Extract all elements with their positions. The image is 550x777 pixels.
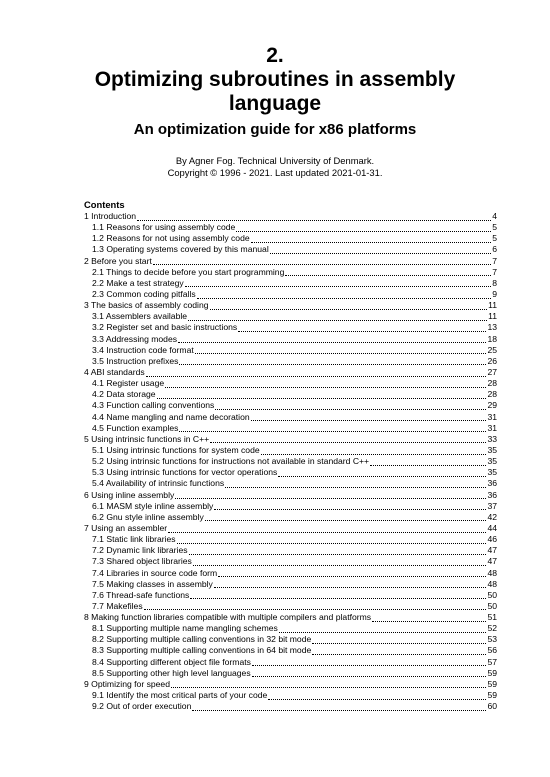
toc-leader-dots — [146, 369, 487, 377]
toc-leader-dots — [177, 536, 487, 544]
toc-entry[interactable] — [84, 534, 497, 545]
toc-entry-page: 28 — [487, 389, 497, 400]
toc-entry[interactable] — [84, 512, 497, 523]
toc-leader-dots — [278, 469, 486, 477]
toc-leader-dots — [225, 480, 486, 488]
toc-leader-dots — [195, 346, 487, 354]
toc-entry-page: 60 — [487, 701, 497, 712]
toc-entry[interactable] — [84, 690, 497, 701]
toc-entry-label: 3.4 Instruction code format — [92, 344, 194, 355]
toc-entry-label: 3.1 Assemblers available — [92, 311, 188, 322]
toc-leader-dots — [214, 580, 487, 588]
toc-entry-label: 7.7 Makefiles — [92, 600, 143, 611]
toc-entry-page: 57 — [487, 656, 497, 667]
toc-entry[interactable] — [84, 267, 497, 278]
toc-leader-dots — [372, 614, 486, 622]
toc-entry-label: 4.1 Register usage — [92, 378, 165, 389]
toc-entry-label: 1 Introduction — [84, 211, 137, 221]
toc-leader-dots — [279, 625, 487, 633]
toc-entry-page: 5 — [492, 233, 497, 244]
toc-leader-dots — [165, 380, 486, 388]
author-line: By Agner Fog. Technical University of Denmark. — [175, 155, 375, 166]
toc-entry-page: 59 — [487, 678, 497, 689]
toc-leader-dots — [238, 324, 486, 332]
toc-entry-page: 31 — [487, 411, 497, 422]
toc-entry[interactable] — [84, 278, 497, 289]
toc-entry[interactable] — [84, 456, 497, 467]
toc-entry-page: 44 — [487, 522, 497, 533]
toc-entry[interactable] — [84, 256, 497, 267]
toc-entry[interactable] — [84, 445, 497, 456]
toc-entry-label: 4.4 Name mangling and name decoration — [92, 411, 250, 422]
toc-entry-label: 7.1 Static link libraries — [92, 534, 176, 545]
toc-entry-label: 5 Using intrinsic functions in C++ — [84, 433, 210, 444]
toc-entry-label: 2 Before you start — [84, 255, 152, 266]
toc-entry-page: 11 — [488, 311, 497, 322]
toc-entry[interactable] — [84, 211, 497, 222]
toc-leader-dots — [210, 302, 488, 310]
toc-leader-dots — [190, 591, 486, 599]
toc-entry[interactable] — [84, 590, 497, 601]
toc-entry-label: 8.5 Supporting other high level languages — [92, 667, 251, 678]
toc-entry[interactable] — [84, 668, 497, 679]
toc-entry-page: 4 — [492, 211, 497, 221]
toc-entry-page: 37 — [487, 500, 497, 511]
toc-entry[interactable] — [84, 490, 497, 501]
document-title: Optimizing subroutines in assembly language — [94, 68, 456, 115]
toc-entry-label: 5.3 Using intrinsic functions for vector operations — [92, 467, 278, 478]
toc-entry-label: 7.3 Shared object libraries — [92, 556, 192, 567]
toc-leader-dots — [251, 235, 492, 243]
toc-entry[interactable] — [84, 311, 497, 322]
toc-entry[interactable] — [84, 501, 497, 512]
toc-entry[interactable] — [84, 389, 497, 400]
toc-entry[interactable] — [84, 545, 497, 556]
toc-entry-page: 29 — [487, 400, 497, 411]
toc-entry-page: 56 — [487, 645, 497, 656]
toc-entry-page: 51 — [487, 612, 497, 623]
toc-entry-page: 36 — [487, 489, 497, 500]
toc-entry[interactable] — [84, 434, 497, 445]
toc-entry-label: 3 The basics of assembly coding — [84, 300, 209, 311]
toc-entry-label: 3.2 Register set and basic instructions — [92, 322, 238, 333]
toc-entry-page: 36 — [487, 478, 497, 489]
toc-entry-page: 27 — [487, 366, 497, 377]
toc-entry-label: 4 ABI standards — [84, 366, 145, 377]
toc-leader-dots — [236, 224, 491, 232]
table-of-contents — [84, 211, 497, 712]
toc-entry[interactable] — [84, 356, 497, 367]
toc-entry-label: 2.2 Make a test strategy — [92, 277, 184, 288]
toc-leader-dots — [168, 525, 486, 533]
toc-entry-page: 52 — [487, 623, 497, 634]
toc-entry-page: 48 — [487, 567, 497, 578]
toc-entry[interactable] — [84, 579, 497, 590]
toc-entry-page: 42 — [487, 511, 497, 522]
toc-entry-label: 1.2 Reasons for not using assembly code — [92, 233, 250, 244]
toc-entry-label: 5.1 Using intrinsic functions for system code — [92, 444, 260, 455]
toc-entry[interactable] — [84, 378, 497, 389]
toc-entry-page: 6 — [492, 244, 497, 255]
toc-entry[interactable] — [84, 400, 497, 411]
toc-entry-page: 35 — [487, 456, 497, 467]
toc-entry-label: 3.5 Instruction prefixes — [92, 355, 179, 366]
toc-leader-dots — [179, 424, 486, 432]
toc-entry-label: 6.1 MASM style inline assembly — [92, 500, 214, 511]
toc-leader-dots — [251, 413, 487, 421]
toc-entry-label: 5.4 Availability of intrinsic functions — [92, 478, 225, 489]
toc-leader-dots — [214, 502, 486, 510]
toc-entry-page: 7 — [492, 266, 497, 277]
toc-leader-dots — [137, 213, 491, 221]
toc-leader-dots — [144, 602, 487, 610]
toc-leader-dots — [205, 513, 487, 521]
toc-entry-label: 7.5 Making classes in assembly — [92, 578, 213, 589]
toc-leader-dots — [268, 692, 486, 700]
toc-leader-dots — [171, 680, 486, 688]
toc-leader-dots — [192, 703, 486, 711]
toc-entry-page: 9 — [492, 288, 497, 299]
toc-entry[interactable] — [84, 367, 497, 378]
toc-leader-dots — [210, 435, 486, 443]
toc-entry[interactable] — [84, 345, 497, 356]
toc-entry-page: 31 — [487, 422, 497, 433]
copyright-line: Copyright © 1996 - 2021. Last updated 2021-01-31. — [167, 167, 383, 178]
toc-entry[interactable] — [84, 412, 497, 423]
toc-entry-page: 35 — [487, 444, 497, 455]
toc-entry[interactable] — [84, 634, 497, 645]
toc-entry[interactable] — [84, 701, 497, 712]
toc-entry-page: 59 — [487, 667, 497, 678]
toc-entry[interactable] — [84, 322, 497, 333]
toc-entry-page: 11 — [488, 300, 497, 311]
toc-entry-label: 1.3 Operating systems covered by this manual — [92, 244, 269, 255]
toc-entry-label: 9.1 Identify the most critical parts of your code — [92, 690, 268, 701]
toc-entry-page: 7 — [492, 255, 497, 266]
toc-entry-page: 50 — [487, 589, 497, 600]
toc-entry-page: 13 — [487, 322, 497, 333]
toc-entry-page: 8 — [492, 277, 497, 288]
toc-entry[interactable] — [84, 423, 497, 434]
toc-entry[interactable] — [84, 334, 497, 345]
toc-entry-label: 8 Making function libraries compatible with multiple compilers and platforms — [84, 612, 372, 623]
document-subtitle: An optimization guide for x86 platforms — [133, 121, 417, 138]
toc-entry[interactable] — [84, 222, 497, 233]
toc-leader-dots — [218, 569, 486, 577]
toc-leader-dots — [157, 391, 487, 399]
toc-entry-label: 7 Using an assembler — [84, 522, 168, 533]
toc-leader-dots — [312, 636, 486, 644]
toc-entry-page: 25 — [487, 344, 497, 355]
toc-entry-label: 8.3 Supporting multiple calling conventions in 64 bit mode — [92, 645, 312, 656]
toc-entry-page: 5 — [492, 222, 497, 233]
toc-entry-label: 9.2 Out of order execution — [92, 701, 192, 712]
toc-entry-label: 5.2 Using intrinsic functions for instructions not available in standard C++ — [92, 456, 370, 467]
toc-leader-dots — [252, 669, 487, 677]
toc-entry[interactable] — [84, 645, 497, 656]
toc-leader-dots — [188, 313, 487, 321]
toc-leader-dots — [261, 447, 487, 455]
toc-entry-page: 50 — [487, 600, 497, 611]
toc-entry-label: 7.4 Libraries in source code form — [92, 567, 218, 578]
toc-leader-dots — [197, 291, 492, 299]
toc-entry[interactable] — [84, 467, 497, 478]
toc-entry-label: 8.4 Supporting different object file formats — [92, 656, 251, 667]
toc-entry[interactable] — [84, 478, 497, 489]
toc-leader-dots — [179, 357, 486, 365]
toc-entry-label: 6.2 Gnu style inline assembly — [92, 511, 204, 522]
chapter-number: 2. — [266, 44, 284, 67]
toc-entry-label: 2.1 Things to decide before you start programming — [92, 266, 285, 277]
toc-entry[interactable] — [84, 679, 497, 690]
toc-leader-dots — [185, 279, 492, 287]
toc-entry-label: 7.2 Dynamic link libraries — [92, 545, 188, 556]
toc-leader-dots — [175, 491, 486, 499]
toc-entry[interactable] — [84, 300, 497, 311]
toc-entry-label: 4.5 Function examples — [92, 422, 179, 433]
toc-entry[interactable] — [84, 233, 497, 244]
toc-leader-dots — [312, 647, 486, 655]
toc-entry-page: 35 — [487, 467, 497, 478]
toc-entry-page: 59 — [487, 690, 497, 701]
contents-heading: Contents — [84, 199, 125, 210]
toc-entry-label: 6 Using inline assembly — [84, 489, 175, 500]
toc-leader-dots — [193, 558, 487, 566]
toc-entry[interactable] — [84, 612, 497, 623]
toc-entry-page: 53 — [487, 634, 497, 645]
toc-entry[interactable] — [84, 657, 497, 668]
toc-entry-page: 33 — [487, 433, 497, 444]
toc-entry[interactable] — [84, 523, 497, 534]
toc-leader-dots — [153, 257, 491, 265]
toc-leader-dots — [285, 268, 491, 276]
toc-leader-dots — [178, 335, 486, 343]
toc-entry-label: 4.2 Data storage — [92, 389, 156, 400]
toc-leader-dots — [270, 246, 491, 254]
toc-entry-label: 2.3 Common coding pitfalls — [92, 288, 196, 299]
toc-entry-label: 1.1 Reasons for using assembly code — [92, 222, 236, 233]
toc-entry[interactable] — [84, 289, 497, 300]
toc-entry[interactable] — [84, 601, 497, 612]
toc-entry-label: 7.6 Thread-safe functions — [92, 589, 190, 600]
title-block — [0, 44, 550, 179]
toc-entry-label: 8.2 Supporting multiple calling conventions in 32 bit mode — [92, 634, 312, 645]
toc-entry-page: 18 — [487, 333, 497, 344]
toc-entry-page: 26 — [487, 355, 497, 366]
toc-entry[interactable] — [84, 568, 497, 579]
toc-leader-dots — [370, 458, 486, 466]
toc-entry[interactable] — [84, 623, 497, 634]
toc-entry-page: 47 — [487, 545, 497, 556]
toc-entry-label: 9 Optimizing for speed — [84, 678, 170, 689]
toc-entry[interactable] — [84, 244, 497, 255]
toc-leader-dots — [189, 547, 487, 555]
toc-entry-label: 8.1 Supporting multiple name mangling schemes — [92, 623, 278, 634]
toc-entry-label: 4.3 Function calling conventions — [92, 400, 215, 411]
toc-entry-page: 48 — [487, 578, 497, 589]
toc-entry-page: 47 — [487, 556, 497, 567]
toc-leader-dots — [252, 658, 487, 666]
toc-entry-page: 28 — [487, 378, 497, 389]
toc-leader-dots — [215, 402, 486, 410]
toc-entry-label: 3.3 Addressing modes — [92, 333, 178, 344]
toc-entry-page: 46 — [487, 534, 497, 545]
toc-entry[interactable] — [84, 556, 497, 567]
